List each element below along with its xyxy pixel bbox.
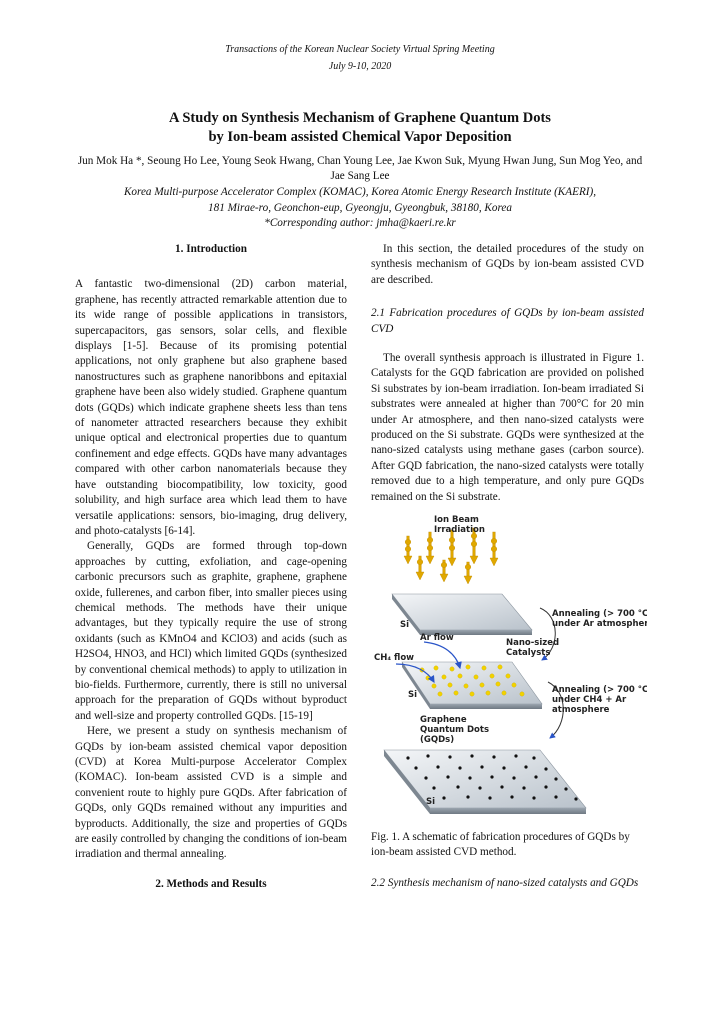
title-line-1: A Study on Synthesis Mechanism of Graphene Quantum Dots (169, 110, 551, 126)
si-substrate-3 (384, 750, 586, 814)
fabrication-schematic-svg (372, 512, 647, 826)
corresponding-author: *Corresponding author: jmha@kaeri.re.kr (264, 217, 456, 229)
ion-beam-label-2: Irradiation (434, 525, 485, 535)
affiliation-line-2: 181 Mirae-ro, Geonchon-eup, Gyeongju, Gyeongbuk, 38180, Korea (208, 201, 512, 214)
intro-paragraph-3: Here, we present a study on synthesis mechanism of GQDs by ion-beam assisted chemical vapor deposition (CVD) at Korea Multi-purpose Accelerator Complex (KOMAC). Ion-beam assisted CVD is a simple and convenient route to highly pure GQDs. After fabrication of GQDs, only GQDs remained without any impurities and byproducts. Additionally, the size and properties of GQDs are easily controlled by changing the conditions of ion-beam irradiation and thermal annealing. (75, 725, 347, 861)
right-column (371, 242, 644, 505)
section-heading-introduction: 1. Introduction (175, 243, 247, 255)
figure-1-caption: Fig. 1. A schematic of fabrication procedures of GQDs by ion-beam assisted CVD method. (371, 831, 630, 859)
si-label-1: Si (400, 620, 410, 630)
subsection-2-1-paragraph: The overall synthesis approach is illustrated in Figure 1. Catalysts for the GQD fabrication are provided on polished Si substrates by ion-beam irradiation. Ion-beam irradiated Si substrates were annealed at higher than 700°C for 20 min under Ar atmosphere, and then nano-sized catalysts were produced on the Si substrate. GQDs were synthesized at the nano-sized catalysts using methane gases (carbon source). After GQD fabrication, the nano-sized catalysts were totally removed due to a high temperature, and only pure GQDs remained on the Si substrate. (371, 352, 644, 503)
subsection-heading-2-1: 2.1 Fabrication procedures of GQDs by ion-beam assisted CVD (371, 307, 644, 335)
header-line-1: Transactions of the Korean Nuclear Society Virtual Spring Meeting (225, 44, 495, 55)
catalysts-label-2: Catalysts (506, 648, 551, 658)
affiliation (60, 185, 660, 232)
si-substrate-1 (392, 594, 532, 635)
si-label-2: Si (408, 690, 418, 700)
subsection-heading-2-2: 2.2 Synthesis mechanism of nano-sized catalysts and GQDs (371, 877, 639, 889)
catalysts-label-1: Nano-sized (506, 638, 560, 648)
anneal1-line-2: under Ar atmosphere (552, 619, 647, 629)
anneal2-line-1: Annealing (> 700 °C) (552, 685, 647, 695)
figure-1-schematic (372, 512, 647, 826)
section-heading-methods: 2. Methods and Results (155, 877, 267, 890)
intro-paragraph-2: Generally, GQDs are formed through top-down approaches by cutting, exfoliation, and cage-opening carbonic precursors such as graphite, graphene, graphene oxide, fullerenes, and carbon fiber, into smaller pieces using chemical methods. The methods have their unique advantages, but they typically require the use of strong oxidants (such as KMnO4 and KClO3) and acids (such as H2SO4, HNO3, and HCl) which limited GQDs (synthesized by conventional chemical methods) to apply to utilization in bio-fields. Furthermore, currently, there is still no universal approach for the preparation of GQDs without byproduct and well-size and property controlled GQDs. [15-19] (75, 540, 347, 722)
header-line-2: July 9-10, 2020 (328, 61, 392, 72)
author-list: Jun Mok Ha *, Seoung Ho Lee, Young Seok Hwang, Chan Young Lee, Jae Kwon Suk, Myung Hwan Jung, Sun Mog Yeo, and Jae Sang Lee (77, 155, 643, 182)
anneal2-line-2: under CH4 + Ar (552, 695, 627, 705)
title-line-2: by Ion-beam assisted Chemical Vapor Deposition (208, 129, 512, 145)
ar-flow-label: Ar flow (420, 633, 454, 643)
left-column (75, 242, 347, 892)
si-label-3: Si (426, 797, 436, 807)
anneal2-line-3: atmosphere (552, 705, 610, 715)
gqd-label-2: Quantum Dots (420, 725, 490, 735)
ch4-flow-label: CH₄ flow (374, 653, 415, 663)
ion-beam-arrows (404, 528, 498, 584)
anneal1-line-1: Annealing (> 700 °C) (552, 609, 647, 619)
gqd-label-1: Graphene (420, 715, 467, 725)
intro-paragraph-1: A fantastic two-dimensional (2D) carbon material, graphene, has recently attracted remarkable attention due to its wide range of possible applications in transistors, supercapacitors, gas sensors, solar cells, and flexible displays [1-5]. Because of its promising potential applications, not only graphene but also graphene based nanostructures such as graphene nanoribbons and epitaxial graphene have been also widely studied. Graphene quantum dots (GQDs) which indicate graphene sheets less than tens of nanometer attracted researchers because they exhibit unique optical and electronical properties due to quantum confinement and edge effects. GQDs have many advantages compared with other carbon nanomaterials because they have outstanding biocompatibility, low toxicity, good solubility, and high surface area which lead them to have versatile applications: sensors, bio-imaging, drug delivery, and photo-catalysts [6-14]. (75, 278, 347, 537)
paper-title (0, 109, 720, 147)
affiliation-line-1: Korea Multi-purpose Accelerator Complex (KOMAC), Korea Atomic Energy Research Institute (KAERI), (123, 186, 597, 198)
ion-beam-label-1: Ion Beam (434, 515, 479, 525)
methods-intro-paragraph: In this section, the detailed procedures of the study on synthesis mechanism of GQDs by ion-beam assisted CVD are described. (371, 243, 644, 286)
gqd-label-3: (GQDs) (420, 735, 455, 745)
